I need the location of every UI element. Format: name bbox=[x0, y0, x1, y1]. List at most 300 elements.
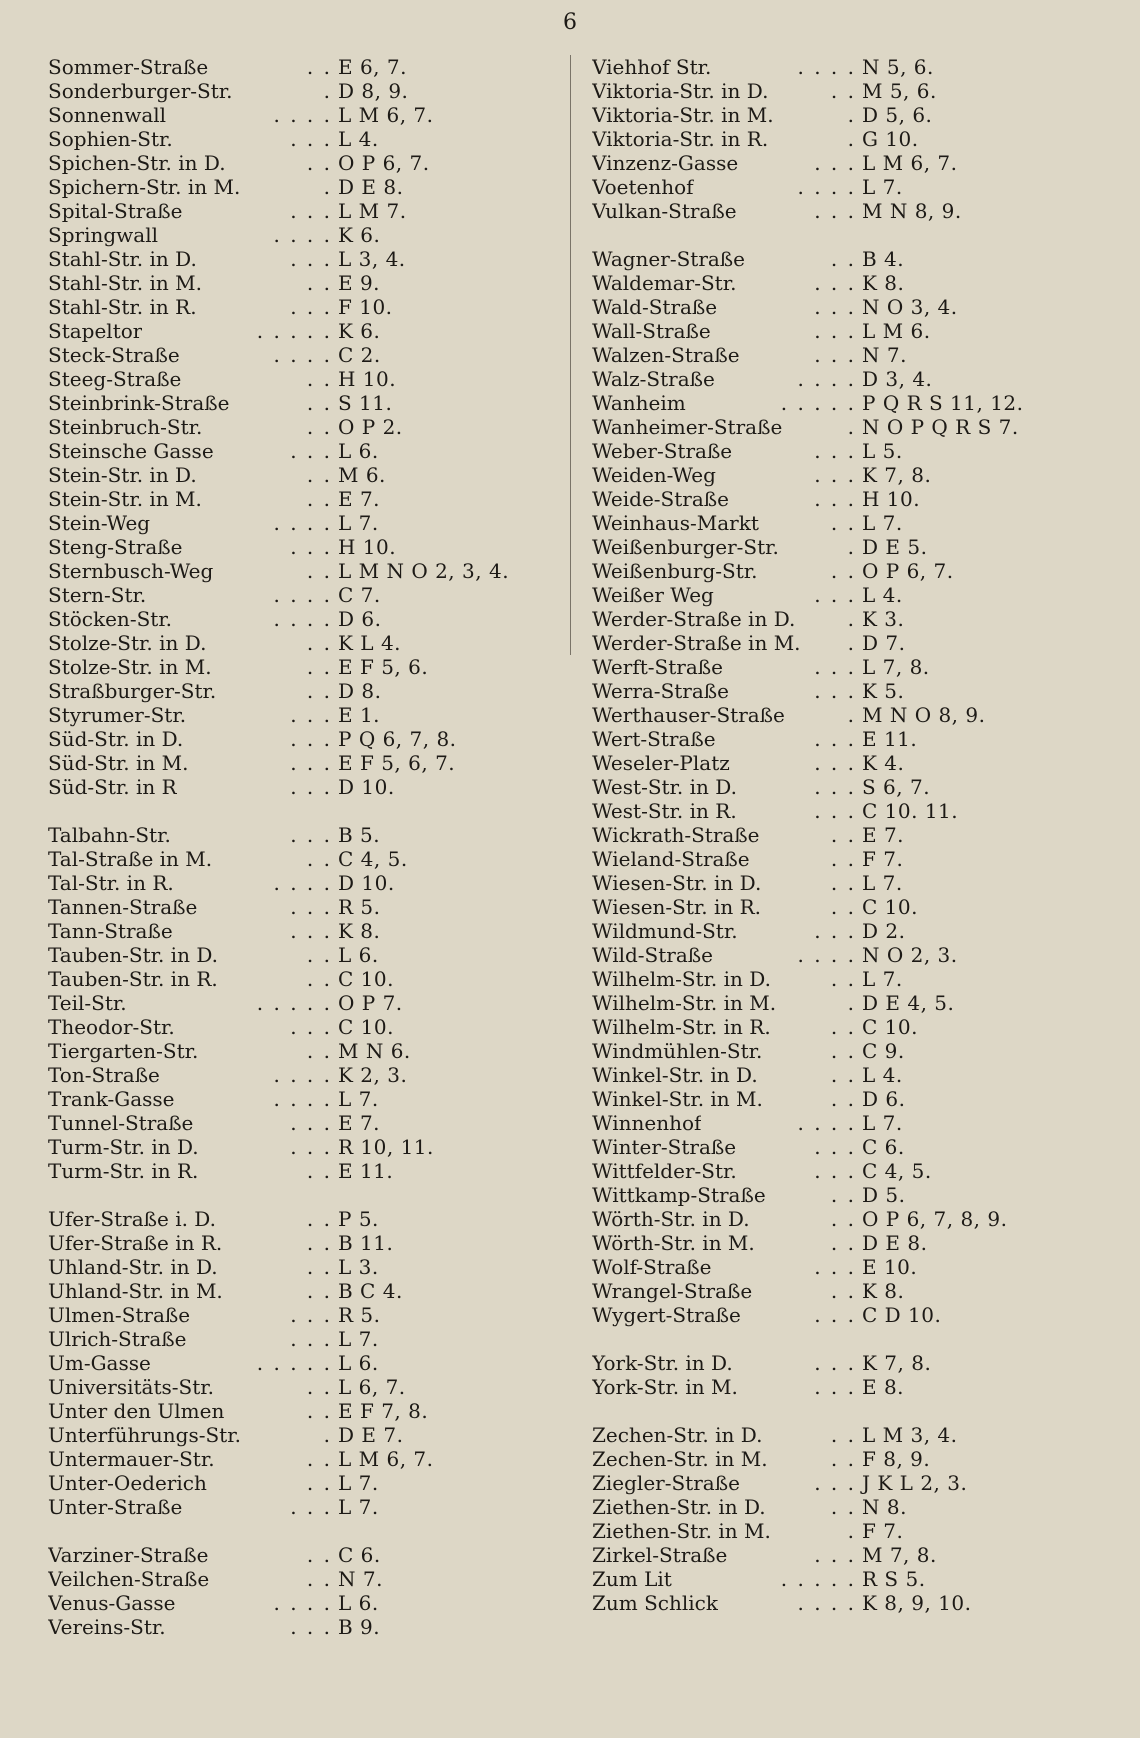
street-name: Süd-Str. in R bbox=[48, 775, 177, 799]
street-entry bbox=[592, 1159, 1092, 1183]
grid-reference: N 8. bbox=[862, 1495, 907, 1519]
leader-dots: . . . bbox=[290, 919, 332, 943]
leader-dots: . . . bbox=[290, 1135, 332, 1159]
grid-reference: E F 7, 8. bbox=[338, 1399, 429, 1423]
grid-reference: N 7. bbox=[338, 1567, 383, 1591]
street-name: Springwall bbox=[48, 223, 158, 247]
grid-reference: E 6, 7. bbox=[338, 55, 407, 79]
street-entry bbox=[48, 1135, 548, 1159]
leader-dots: . . . bbox=[814, 343, 856, 367]
street-name: Walzen-Straße bbox=[592, 343, 740, 367]
leader-dots: . bbox=[847, 703, 856, 727]
grid-reference: M N O 8, 9. bbox=[862, 703, 986, 727]
street-entry bbox=[48, 1351, 548, 1375]
leader-dots: . . . . bbox=[797, 55, 856, 79]
grid-reference: E 11. bbox=[338, 1159, 394, 1183]
street-name: Wygert-Straße bbox=[592, 1303, 741, 1327]
street-name: Wiesen-Str. in R. bbox=[592, 895, 762, 919]
index-section bbox=[592, 1351, 1092, 1399]
grid-reference: N 7. bbox=[862, 343, 907, 367]
leader-dots: . . . . bbox=[273, 343, 332, 367]
leader-dots: . . bbox=[306, 967, 332, 991]
leader-dots: . . . bbox=[814, 1135, 856, 1159]
index-section bbox=[48, 1543, 548, 1639]
leader-dots: . . bbox=[830, 1423, 856, 1447]
leader-dots: . . bbox=[830, 1495, 856, 1519]
street-name: Winkel-Str. in M. bbox=[592, 1087, 763, 1111]
grid-reference: R 10, 11. bbox=[338, 1135, 434, 1159]
street-entry bbox=[48, 1567, 548, 1591]
grid-reference: D E 8. bbox=[862, 1231, 928, 1255]
street-name: Wrangel-Straße bbox=[592, 1279, 753, 1303]
leader-dots: . . . bbox=[814, 727, 856, 751]
leader-dots: . . . bbox=[290, 823, 332, 847]
street-entry bbox=[592, 1495, 1092, 1519]
leader-dots: . . . bbox=[290, 1615, 332, 1639]
street-entry bbox=[48, 1471, 548, 1495]
leader-dots: . . . . . bbox=[256, 1351, 332, 1375]
street-name: Viktoria-Str. in M. bbox=[592, 103, 774, 127]
street-name: Tauben-Str. in R. bbox=[48, 967, 218, 991]
street-entry bbox=[48, 1255, 548, 1279]
leader-dots: . . . . bbox=[273, 511, 332, 535]
grid-reference: H 10. bbox=[338, 367, 397, 391]
street-entry bbox=[592, 799, 1092, 823]
street-entry bbox=[48, 1495, 548, 1519]
street-name: Zum Lit bbox=[592, 1567, 672, 1591]
leader-dots: . . bbox=[830, 1183, 856, 1207]
street-entry bbox=[48, 847, 548, 871]
grid-reference: L 7. bbox=[862, 967, 903, 991]
leader-dots: . . bbox=[306, 847, 332, 871]
grid-reference: E F 5, 6. bbox=[338, 655, 429, 679]
leader-dots: . bbox=[847, 991, 856, 1015]
grid-reference: P Q R S 11, 12. bbox=[862, 391, 1024, 415]
leader-dots: . . . . bbox=[273, 1063, 332, 1087]
street-name: Weißer Weg bbox=[592, 583, 714, 607]
street-name: Vereins-Str. bbox=[48, 1615, 166, 1639]
street-entry bbox=[592, 271, 1092, 295]
street-name: Venus-Gasse bbox=[48, 1591, 176, 1615]
leader-dots: . . . bbox=[290, 535, 332, 559]
street-name: Tal-Straße in M. bbox=[48, 847, 213, 871]
street-name: Uhland-Str. in M. bbox=[48, 1279, 223, 1303]
street-name: Unter-Straße bbox=[48, 1495, 183, 1519]
street-entry bbox=[48, 1111, 548, 1135]
street-entry bbox=[592, 247, 1092, 271]
street-entry bbox=[48, 1375, 548, 1399]
street-entry bbox=[48, 679, 548, 703]
street-entry bbox=[48, 607, 548, 631]
grid-reference: K 6. bbox=[338, 319, 381, 343]
street-entry bbox=[592, 79, 1092, 103]
leader-dots: . . . bbox=[290, 439, 332, 463]
street-name: Steck-Straße bbox=[48, 343, 180, 367]
street-name: Ufer-Straße i. D. bbox=[48, 1207, 216, 1231]
street-name: Stein-Str. in M. bbox=[48, 487, 202, 511]
street-name: Süd-Str. in D. bbox=[48, 727, 184, 751]
leader-dots: . . . bbox=[290, 727, 332, 751]
grid-reference: L 7. bbox=[338, 1471, 379, 1495]
street-entry bbox=[48, 103, 548, 127]
index-section bbox=[48, 1207, 548, 1519]
street-entry bbox=[592, 991, 1092, 1015]
street-name: Wall-Straße bbox=[592, 319, 711, 343]
grid-reference: L M 6, 7. bbox=[862, 151, 958, 175]
grid-reference: K 5. bbox=[862, 679, 905, 703]
street-name: Windmühlen-Str. bbox=[592, 1039, 763, 1063]
leader-dots: . . bbox=[306, 271, 332, 295]
street-entry bbox=[48, 1615, 548, 1639]
street-entry bbox=[592, 1111, 1092, 1135]
street-name: Sophien-Str. bbox=[48, 127, 173, 151]
street-entry bbox=[592, 1519, 1092, 1543]
street-entry bbox=[592, 343, 1092, 367]
leader-dots: . . bbox=[830, 1015, 856, 1039]
street-entry bbox=[48, 1327, 548, 1351]
grid-reference: D E 8. bbox=[338, 175, 404, 199]
grid-reference: F 10. bbox=[338, 295, 393, 319]
street-entry bbox=[592, 895, 1092, 919]
street-entry bbox=[48, 151, 548, 175]
leader-dots: . . . bbox=[814, 319, 856, 343]
right-column bbox=[592, 55, 1092, 1639]
grid-reference: O P 2. bbox=[338, 415, 403, 439]
leader-dots: . bbox=[847, 1519, 856, 1543]
leader-dots: . . . bbox=[290, 1327, 332, 1351]
leader-dots: . . . . . bbox=[780, 1567, 856, 1591]
street-entry bbox=[48, 535, 548, 559]
street-name: Sonnenwall bbox=[48, 103, 167, 127]
street-name: York-Str. in D. bbox=[592, 1351, 733, 1375]
street-entry bbox=[592, 559, 1092, 583]
street-name: Weinhaus-Markt bbox=[592, 511, 759, 535]
street-name: Walz-Straße bbox=[592, 367, 715, 391]
grid-reference: D 5, 6. bbox=[862, 103, 933, 127]
street-name: Werder-Straße in M. bbox=[592, 631, 801, 655]
street-entry bbox=[592, 1543, 1092, 1567]
street-entry bbox=[48, 583, 548, 607]
grid-reference: D E 4, 5. bbox=[862, 991, 955, 1015]
leader-dots: . . bbox=[830, 1279, 856, 1303]
street-name: Wert-Straße bbox=[592, 727, 716, 751]
street-entry bbox=[592, 1591, 1092, 1615]
street-entry bbox=[48, 559, 548, 583]
street-entry bbox=[592, 151, 1092, 175]
street-name: Teil-Str. bbox=[48, 991, 127, 1015]
leader-dots: . . . bbox=[290, 703, 332, 727]
leader-dots: . bbox=[847, 415, 856, 439]
leader-dots: . . . bbox=[290, 247, 332, 271]
street-entry bbox=[48, 199, 548, 223]
leader-dots: . bbox=[323, 79, 332, 103]
grid-reference: M N 6. bbox=[338, 1039, 411, 1063]
grid-reference: L 6. bbox=[338, 439, 379, 463]
leader-dots: . . bbox=[830, 79, 856, 103]
grid-reference: D 8. bbox=[338, 679, 382, 703]
leader-dots: . . bbox=[306, 463, 332, 487]
street-name: Vulkan-Straße bbox=[592, 199, 737, 223]
street-name: Stapeltor bbox=[48, 319, 143, 343]
leader-dots: . . bbox=[306, 487, 332, 511]
grid-reference: N O P Q R S 7. bbox=[862, 415, 1019, 439]
street-name: Steeg-Straße bbox=[48, 367, 182, 391]
street-entry bbox=[592, 175, 1092, 199]
grid-reference: B 11. bbox=[338, 1231, 394, 1255]
street-name: Wilhelm-Str. in R. bbox=[592, 1015, 771, 1039]
street-name: Weiden-Weg bbox=[592, 463, 716, 487]
street-name: Unter den Ulmen bbox=[48, 1399, 225, 1423]
grid-reference: H 10. bbox=[862, 487, 921, 511]
street-entry bbox=[48, 511, 548, 535]
street-name: York-Str. in M. bbox=[592, 1375, 738, 1399]
grid-reference: B 5. bbox=[338, 823, 381, 847]
leader-dots: . . . . . bbox=[780, 391, 856, 415]
street-name: Wanheim bbox=[592, 391, 686, 415]
street-name: Stöcken-Str. bbox=[48, 607, 173, 631]
street-name: Ziegler-Straße bbox=[592, 1471, 740, 1495]
leader-dots: . . . . bbox=[797, 943, 856, 967]
grid-reference: L M 7. bbox=[338, 199, 407, 223]
street-name: Steinbrink-Straße bbox=[48, 391, 230, 415]
street-entry bbox=[48, 943, 548, 967]
street-entry bbox=[592, 751, 1092, 775]
leader-dots: . . . bbox=[290, 1111, 332, 1135]
grid-reference: L 7. bbox=[338, 1087, 379, 1111]
grid-reference: R S 5. bbox=[862, 1567, 926, 1591]
street-entry bbox=[592, 1279, 1092, 1303]
street-entry bbox=[48, 1543, 548, 1567]
leader-dots: . . . bbox=[290, 1303, 332, 1327]
street-name: Werder-Straße in D. bbox=[592, 607, 796, 631]
street-entry bbox=[592, 415, 1092, 439]
street-entry bbox=[592, 1231, 1092, 1255]
leader-dots: . bbox=[847, 127, 856, 151]
grid-reference: L 3, 4. bbox=[338, 247, 406, 271]
street-name: Spital-Straße bbox=[48, 199, 183, 223]
leader-dots: . . . bbox=[290, 775, 332, 799]
grid-reference: C 10. bbox=[862, 1015, 918, 1039]
leader-dots: . . bbox=[830, 559, 856, 583]
grid-reference: D 6. bbox=[862, 1087, 906, 1111]
leader-dots: . . . bbox=[290, 127, 332, 151]
grid-reference: E 7. bbox=[338, 1111, 381, 1135]
leader-dots: . . . bbox=[814, 487, 856, 511]
street-name: Weseler-Platz bbox=[592, 751, 730, 775]
grid-reference: L 6. bbox=[338, 1351, 379, 1375]
street-entry bbox=[592, 1255, 1092, 1279]
street-entry bbox=[48, 967, 548, 991]
leader-dots: . . . bbox=[814, 463, 856, 487]
grid-reference: K 2, 3. bbox=[338, 1063, 408, 1087]
grid-reference: S 11. bbox=[338, 391, 393, 415]
grid-reference: R 5. bbox=[338, 1303, 381, 1327]
leader-dots: . . . bbox=[814, 1351, 856, 1375]
street-name: West-Str. in D. bbox=[592, 775, 737, 799]
grid-reference: L 7. bbox=[338, 511, 379, 535]
leader-dots: . . . bbox=[814, 1543, 856, 1567]
street-entry bbox=[592, 703, 1092, 727]
street-entry bbox=[48, 175, 548, 199]
street-name: Werft-Straße bbox=[592, 655, 723, 679]
grid-reference: L M 6. bbox=[862, 319, 931, 343]
leader-dots: . . bbox=[306, 943, 332, 967]
leader-dots: . . . bbox=[290, 1015, 332, 1039]
street-entry bbox=[48, 55, 548, 79]
grid-reference: D E 5. bbox=[862, 535, 928, 559]
street-entry bbox=[48, 895, 548, 919]
street-entry bbox=[48, 1207, 548, 1231]
street-entry bbox=[592, 1423, 1092, 1447]
street-entry bbox=[48, 223, 548, 247]
street-entry bbox=[592, 1471, 1092, 1495]
street-name: Unterführungs-Str. bbox=[48, 1423, 241, 1447]
street-entry bbox=[592, 463, 1092, 487]
leader-dots: . . . . bbox=[797, 175, 856, 199]
grid-reference: C 10. bbox=[862, 895, 918, 919]
street-entry bbox=[592, 1063, 1092, 1087]
leader-dots: . . bbox=[306, 415, 332, 439]
grid-reference: C 7. bbox=[338, 583, 381, 607]
grid-reference: L 4. bbox=[338, 127, 379, 151]
grid-reference: K 7, 8. bbox=[862, 1351, 932, 1375]
street-entry bbox=[48, 631, 548, 655]
street-entry bbox=[592, 511, 1092, 535]
street-entry bbox=[48, 271, 548, 295]
street-name: Weber-Straße bbox=[592, 439, 733, 463]
leader-dots: . . . bbox=[814, 199, 856, 223]
street-name: Vinzenz-Gasse bbox=[592, 151, 739, 175]
leader-dots: . . bbox=[830, 847, 856, 871]
street-name: Winkel-Str. in D. bbox=[592, 1063, 758, 1087]
street-entry bbox=[592, 439, 1092, 463]
leader-dots: . . . . bbox=[273, 871, 332, 895]
street-entry bbox=[48, 871, 548, 895]
street-name: Sommer-Straße bbox=[48, 55, 209, 79]
grid-reference: L 3. bbox=[338, 1255, 379, 1279]
street-name: Wickrath-Straße bbox=[592, 823, 760, 847]
grid-reference: E F 5, 6, 7. bbox=[338, 751, 456, 775]
street-name: Weide-Straße bbox=[592, 487, 729, 511]
leader-dots: . bbox=[323, 1423, 332, 1447]
grid-reference: D 7. bbox=[862, 631, 906, 655]
street-name: Viktoria-Str. in D. bbox=[592, 79, 769, 103]
street-entry bbox=[592, 1039, 1092, 1063]
grid-reference: K 6. bbox=[338, 223, 381, 247]
grid-reference: O P 6, 7. bbox=[338, 151, 430, 175]
leader-dots: . . bbox=[306, 1039, 332, 1063]
street-name: Stahl-Str. in M. bbox=[48, 271, 202, 295]
grid-reference: E 8. bbox=[862, 1375, 905, 1399]
grid-reference: P Q 6, 7, 8. bbox=[338, 727, 457, 751]
street-name: Tal-Str. in R. bbox=[48, 871, 174, 895]
leader-dots: . . . bbox=[814, 151, 856, 175]
grid-reference: F 7. bbox=[862, 1519, 904, 1543]
leader-dots: . . bbox=[830, 1231, 856, 1255]
street-entry bbox=[592, 823, 1092, 847]
leader-dots: . . bbox=[306, 1567, 332, 1591]
grid-reference: K L 4. bbox=[338, 631, 402, 655]
leader-dots: . . bbox=[830, 1207, 856, 1231]
leader-dots: . . bbox=[306, 1159, 332, 1183]
grid-reference: K 8. bbox=[862, 271, 905, 295]
street-name: Sonderburger-Str. bbox=[48, 79, 233, 103]
street-entry bbox=[592, 775, 1092, 799]
grid-reference: K 4. bbox=[862, 751, 905, 775]
street-entry bbox=[592, 1207, 1092, 1231]
grid-reference: F 8, 9. bbox=[862, 1447, 931, 1471]
leader-dots: . . . bbox=[814, 1471, 856, 1495]
street-entry bbox=[592, 391, 1092, 415]
street-entry bbox=[592, 679, 1092, 703]
street-entry bbox=[48, 319, 548, 343]
page-number: 6 bbox=[563, 10, 577, 35]
grid-reference: L 7. bbox=[862, 511, 903, 535]
street-name: Veilchen-Straße bbox=[48, 1567, 210, 1591]
street-entry bbox=[592, 655, 1092, 679]
street-entry bbox=[48, 367, 548, 391]
street-name: Stolze-Str. in D. bbox=[48, 631, 207, 655]
index-section bbox=[48, 823, 548, 1183]
leader-dots: . . bbox=[306, 1471, 332, 1495]
grid-reference: K 7, 8. bbox=[862, 463, 932, 487]
street-name: Ulmen-Straße bbox=[48, 1303, 191, 1327]
leader-dots: . . bbox=[830, 1063, 856, 1087]
street-name: Winter-Straße bbox=[592, 1135, 737, 1159]
street-name: Winnenhof bbox=[592, 1111, 702, 1135]
grid-reference: N 5, 6. bbox=[862, 55, 934, 79]
leader-dots: . . . . bbox=[273, 223, 332, 247]
street-entry bbox=[592, 199, 1092, 223]
street-name: Styrumer-Str. bbox=[48, 703, 187, 727]
grid-reference: L 6. bbox=[338, 943, 379, 967]
grid-reference: C 2. bbox=[338, 343, 381, 367]
street-name: Weißenburg-Str. bbox=[592, 559, 758, 583]
street-name: Ziethen-Str. in M. bbox=[592, 1519, 771, 1543]
grid-reference: L M 6, 7. bbox=[338, 103, 434, 127]
leader-dots: . . . bbox=[814, 1159, 856, 1183]
grid-reference: B 4. bbox=[862, 247, 905, 271]
street-entry bbox=[48, 1015, 548, 1039]
street-entry bbox=[592, 1375, 1092, 1399]
street-name: Ton-Straße bbox=[48, 1063, 160, 1087]
street-entry bbox=[48, 463, 548, 487]
grid-reference: E 11. bbox=[862, 727, 918, 751]
leader-dots: . . bbox=[306, 1399, 332, 1423]
grid-reference: E 9. bbox=[338, 271, 381, 295]
leader-dots: . . . bbox=[814, 919, 856, 943]
street-name: Tann-Straße bbox=[48, 919, 173, 943]
street-name: Stolze-Str. in M. bbox=[48, 655, 212, 679]
index-section bbox=[592, 247, 1092, 1327]
street-entry bbox=[592, 631, 1092, 655]
leader-dots: . . . bbox=[814, 1255, 856, 1279]
street-name: Theodor-Str. bbox=[48, 1015, 175, 1039]
street-name: Universitäts-Str. bbox=[48, 1375, 214, 1399]
street-name: Steinbruch-Str. bbox=[48, 415, 203, 439]
street-name: Untermauer-Str. bbox=[48, 1447, 215, 1471]
grid-reference: C 6. bbox=[862, 1135, 905, 1159]
street-entry bbox=[592, 967, 1092, 991]
leader-dots: . . bbox=[306, 1279, 332, 1303]
leader-dots: . . . . bbox=[273, 607, 332, 631]
street-entry bbox=[48, 1423, 548, 1447]
grid-reference: D E 7. bbox=[338, 1423, 404, 1447]
street-entry bbox=[48, 1447, 548, 1471]
leader-dots: . . bbox=[306, 367, 332, 391]
street-name: Stahl-Str. in D. bbox=[48, 247, 197, 271]
grid-reference: M 7, 8. bbox=[862, 1543, 937, 1567]
